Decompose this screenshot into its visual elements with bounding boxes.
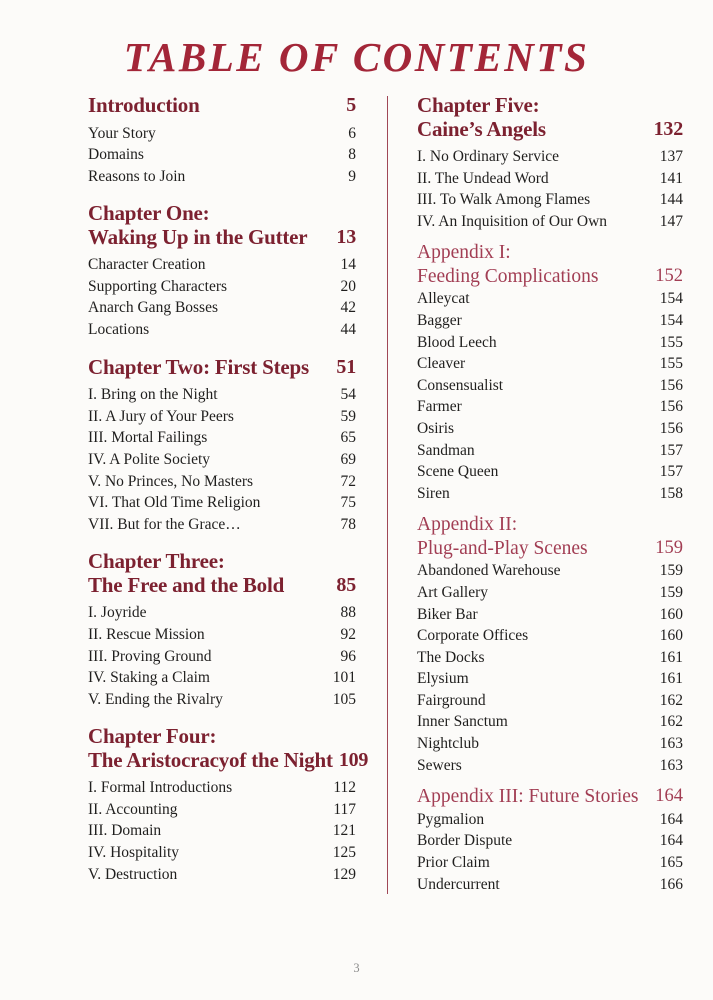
toc-entry xyxy=(88,667,356,689)
entry-page-number: 160 xyxy=(659,605,683,623)
section-page-number: 85 xyxy=(336,573,356,596)
entry-label: Sewers xyxy=(417,756,462,774)
toc-entry xyxy=(417,560,683,582)
entry-page-number: 44 xyxy=(340,321,356,339)
toc-section xyxy=(88,550,356,710)
section-page-number: 5 xyxy=(346,94,356,116)
toc-entry xyxy=(417,830,683,852)
toc-entry xyxy=(88,144,356,166)
entry-page-number: 141 xyxy=(659,169,683,187)
entry-label: Anarch Gang Bosses xyxy=(88,299,219,317)
entry-page-number: 154 xyxy=(659,311,683,329)
toc-entry xyxy=(88,777,356,799)
entry-label: Domains xyxy=(88,146,144,164)
entry-label: II. The Undead Word xyxy=(417,169,549,187)
entry-label: Character Creation xyxy=(88,256,206,274)
section-heading xyxy=(88,724,369,772)
entry-label: Corporate Offices xyxy=(417,627,529,645)
section-entry-list xyxy=(88,123,356,188)
toc-entry xyxy=(417,211,683,233)
toc-entry xyxy=(88,427,356,449)
entry-label: Locations xyxy=(88,321,150,339)
toc-section xyxy=(88,202,356,340)
entry-page-number: 158 xyxy=(659,484,683,502)
entry-label: Nightclub xyxy=(417,735,479,753)
toc-entry xyxy=(88,689,356,711)
entry-label: V. No Princes, No Masters xyxy=(88,472,254,490)
entry-page-number: 59 xyxy=(340,407,356,425)
entry-label: VII. But for the Grace… xyxy=(88,515,241,533)
entry-label: III. Mortal Failings xyxy=(88,429,208,447)
entry-page-number: 105 xyxy=(332,690,356,708)
entry-label: III. Proving Ground xyxy=(88,647,212,665)
section-page-number: 51 xyxy=(336,355,356,378)
entry-label: Pygmalion xyxy=(417,810,485,828)
entry-page-number: 20 xyxy=(340,277,356,295)
toc-section xyxy=(417,513,683,776)
entry-page-number: 101 xyxy=(332,669,356,687)
entry-label: II. A Jury of Your Peers xyxy=(88,407,234,425)
entry-page-number: 75 xyxy=(340,494,356,512)
toc-entry xyxy=(417,483,683,505)
toc-entry xyxy=(417,146,683,168)
entry-page-number: 121 xyxy=(332,822,356,840)
entry-page-number: 163 xyxy=(659,735,683,753)
section-heading-title: Chapter Two: First Steps xyxy=(88,354,309,379)
section-heading-title: Chapter Five: Caine’s Angels xyxy=(417,93,546,141)
entry-page-number: 129 xyxy=(332,865,356,883)
toc-entry xyxy=(417,755,683,777)
entry-page-number: 164 xyxy=(659,832,683,850)
page-title: TABLE OF CONTENTS xyxy=(123,34,590,80)
toc-entry xyxy=(417,288,683,310)
toc-entry xyxy=(417,440,683,462)
section-heading-title: Chapter Four: The Aristocracyof the Night xyxy=(88,724,333,772)
toc-entry xyxy=(88,297,356,319)
toc-entry xyxy=(417,310,683,332)
toc-entry xyxy=(88,384,356,406)
toc-entry xyxy=(417,332,683,354)
section-heading-title: Introduction xyxy=(88,93,200,117)
toc-entry xyxy=(88,514,356,536)
section-page-number: 132 xyxy=(653,117,683,140)
entry-page-number: 163 xyxy=(659,756,683,774)
toc-entry xyxy=(417,852,683,874)
toc-entry xyxy=(88,842,356,864)
toc-section xyxy=(88,356,356,536)
entry-page-number: 162 xyxy=(659,713,683,731)
entry-label: Abandoned Warehouse xyxy=(417,562,561,580)
section-heading xyxy=(88,94,356,118)
section-heading xyxy=(88,550,356,597)
entry-page-number: 154 xyxy=(659,290,683,308)
entry-label: Inner Sanctum xyxy=(417,713,508,731)
toc-entry xyxy=(417,647,683,669)
toc-entry xyxy=(88,406,356,428)
entry-label: I. Bring on the Night xyxy=(88,386,218,404)
entry-label: Siren xyxy=(417,484,450,502)
column-divider-rule xyxy=(387,96,388,894)
toc-entry xyxy=(88,449,356,471)
entry-page-number: 164 xyxy=(659,810,683,828)
section-entry-list xyxy=(417,809,683,895)
entry-label: Undercurrent xyxy=(417,875,500,893)
entry-label: IV. A Polite Society xyxy=(88,450,211,468)
toc-section xyxy=(417,94,683,232)
entry-page-number: 159 xyxy=(659,562,683,580)
entry-label: I. Joyride xyxy=(88,604,147,622)
section-heading-title: Appendix I: Feeding Complications xyxy=(417,242,599,287)
entry-page-number: 160 xyxy=(659,627,683,645)
section-page-number: 13 xyxy=(336,225,356,248)
section-page-number: 109 xyxy=(338,748,369,771)
entry-label: Sandman xyxy=(417,441,475,459)
entry-page-number: 54 xyxy=(340,386,356,404)
toc-entry xyxy=(88,276,356,298)
toc-entry xyxy=(417,604,683,626)
entry-page-number: 14 xyxy=(340,256,356,274)
entry-page-number: 112 xyxy=(333,779,356,797)
toc-section xyxy=(417,785,683,895)
toc-entry xyxy=(417,874,683,896)
entry-page-number: 6 xyxy=(348,124,356,142)
entry-page-number: 157 xyxy=(659,463,683,481)
toc-entry xyxy=(88,646,356,668)
entry-page-number: 156 xyxy=(659,419,683,437)
toc-entry xyxy=(417,809,683,831)
entry-label: III. To Walk Among Flames xyxy=(417,191,591,209)
entry-page-number: 9 xyxy=(348,167,356,185)
toc-entry xyxy=(417,625,683,647)
section-entry-list xyxy=(417,288,683,504)
section-heading-title: Chapter One: Waking Up in the Gutter xyxy=(88,201,308,249)
entry-label: Elysium xyxy=(417,670,469,688)
entry-label: I. Formal Introductions xyxy=(88,779,233,797)
entry-page-number: 157 xyxy=(659,441,683,459)
entry-label: Supporting Characters xyxy=(88,277,228,295)
section-heading-title: Appendix II: Plug-and-Play Scenes xyxy=(417,514,588,559)
toc-entry xyxy=(417,711,683,733)
folio-page-number: 3 xyxy=(353,961,360,975)
toc-right-column xyxy=(417,94,683,895)
entry-label: IV. Staking a Claim xyxy=(88,669,210,687)
toc-section xyxy=(88,724,369,885)
toc-section xyxy=(88,94,356,187)
entry-page-number: 88 xyxy=(340,604,356,622)
toc-entry xyxy=(417,418,683,440)
entry-label: III. Domain xyxy=(88,822,162,840)
section-heading xyxy=(417,94,683,141)
entry-label: Prior Claim xyxy=(417,853,490,871)
entry-label: I. No Ordinary Service xyxy=(417,148,560,165)
toc-entry xyxy=(88,799,356,821)
entry-label: V. Destruction xyxy=(88,865,178,883)
entry-label: Blood Leech xyxy=(417,333,497,351)
entry-label: Farmer xyxy=(417,398,462,416)
toc-section xyxy=(417,241,683,504)
entry-page-number: 72 xyxy=(340,472,356,490)
entry-label: Alleycat xyxy=(417,290,470,308)
entry-page-number: 117 xyxy=(333,800,356,818)
entry-label: Art Gallery xyxy=(417,583,489,601)
entry-label: II. Rescue Mission xyxy=(88,625,205,643)
toc-columns xyxy=(88,94,713,895)
entry-label: Biker Bar xyxy=(417,605,478,623)
section-page-number: 159 xyxy=(655,537,683,558)
section-entry-list xyxy=(88,777,356,885)
entry-page-number: 8 xyxy=(348,146,356,164)
entry-page-number: 144 xyxy=(659,191,683,209)
toc-left-column xyxy=(88,93,369,885)
entry-label: Osiris xyxy=(417,419,455,437)
toc-entry xyxy=(417,353,683,375)
entry-page-number: 156 xyxy=(659,376,683,394)
entry-page-number: 156 xyxy=(659,398,683,416)
entry-page-number: 155 xyxy=(659,333,683,351)
entry-page-number: 69 xyxy=(340,450,356,468)
toc-entry xyxy=(88,492,356,514)
toc-entry xyxy=(88,602,356,624)
entry-page-number: 159 xyxy=(659,583,683,601)
section-page-number: 152 xyxy=(655,265,683,286)
entry-page-number: 96 xyxy=(340,647,356,665)
toc-entry xyxy=(417,690,683,712)
section-entry-list xyxy=(88,602,356,710)
section-heading xyxy=(88,356,356,380)
entry-page-number: 42 xyxy=(340,299,356,317)
entry-page-number: 162 xyxy=(659,691,683,709)
toc-entry xyxy=(417,733,683,755)
entry-page-number: 92 xyxy=(340,625,356,643)
toc-entry xyxy=(417,375,683,397)
toc-entry xyxy=(417,668,683,690)
section-heading-title: Appendix III: Future Stories xyxy=(417,786,639,808)
entry-label: Border Dispute xyxy=(417,832,513,850)
entry-page-number: 161 xyxy=(659,648,683,666)
entry-page-number: 161 xyxy=(659,670,683,688)
entry-label: Scene Queen xyxy=(417,463,499,481)
toc-entry xyxy=(88,624,356,646)
toc-entry xyxy=(88,254,356,276)
entry-page-number: 125 xyxy=(332,844,356,862)
entry-label: VI. That Old Time Religion xyxy=(88,494,261,512)
entry-label: Cleaver xyxy=(417,355,466,373)
entry-page-number: 166 xyxy=(659,875,683,893)
section-heading xyxy=(417,513,683,560)
section-heading xyxy=(417,785,683,809)
toc-entry xyxy=(88,471,356,493)
toc-entry xyxy=(417,168,683,190)
entry-page-number: 155 xyxy=(659,355,683,373)
toc-entry xyxy=(417,396,683,418)
entry-page-number: 78 xyxy=(340,515,356,533)
toc-entry xyxy=(417,461,683,483)
toc-entry xyxy=(88,123,356,145)
section-heading xyxy=(88,202,356,249)
entry-page-number: 137 xyxy=(659,148,683,165)
section-heading xyxy=(417,241,683,288)
entry-page-number: 165 xyxy=(659,853,683,871)
section-entry-list xyxy=(88,254,356,340)
toc-entry xyxy=(88,166,356,188)
entry-label: IV. Hospitality xyxy=(88,844,179,862)
toc-entry xyxy=(88,820,356,842)
entry-label: Bagger xyxy=(417,311,462,329)
entry-page-number: 65 xyxy=(340,429,356,447)
section-heading-title: Chapter Three: The Free and the Bold xyxy=(88,549,285,597)
entry-label: Fairground xyxy=(417,691,486,709)
section-entry-list xyxy=(417,146,683,232)
entry-label: The Docks xyxy=(417,648,485,666)
section-entry-list xyxy=(88,384,356,535)
toc-entry xyxy=(88,864,356,886)
toc-entry xyxy=(417,582,683,604)
toc-entry xyxy=(88,319,356,341)
entry-page-number: 147 xyxy=(659,212,683,230)
toc-entry xyxy=(417,189,683,211)
entry-label: IV. An Inquisition of Our Own xyxy=(417,212,608,230)
section-entry-list xyxy=(417,560,683,776)
entry-label: Your Story xyxy=(88,124,156,142)
entry-label: Consensualist xyxy=(417,376,504,394)
section-page-number: 164 xyxy=(655,786,683,807)
entry-label: Reasons to Join xyxy=(88,167,186,185)
entry-label: V. Ending the Rivalry xyxy=(88,690,223,708)
entry-label: II. Accounting xyxy=(88,800,178,818)
